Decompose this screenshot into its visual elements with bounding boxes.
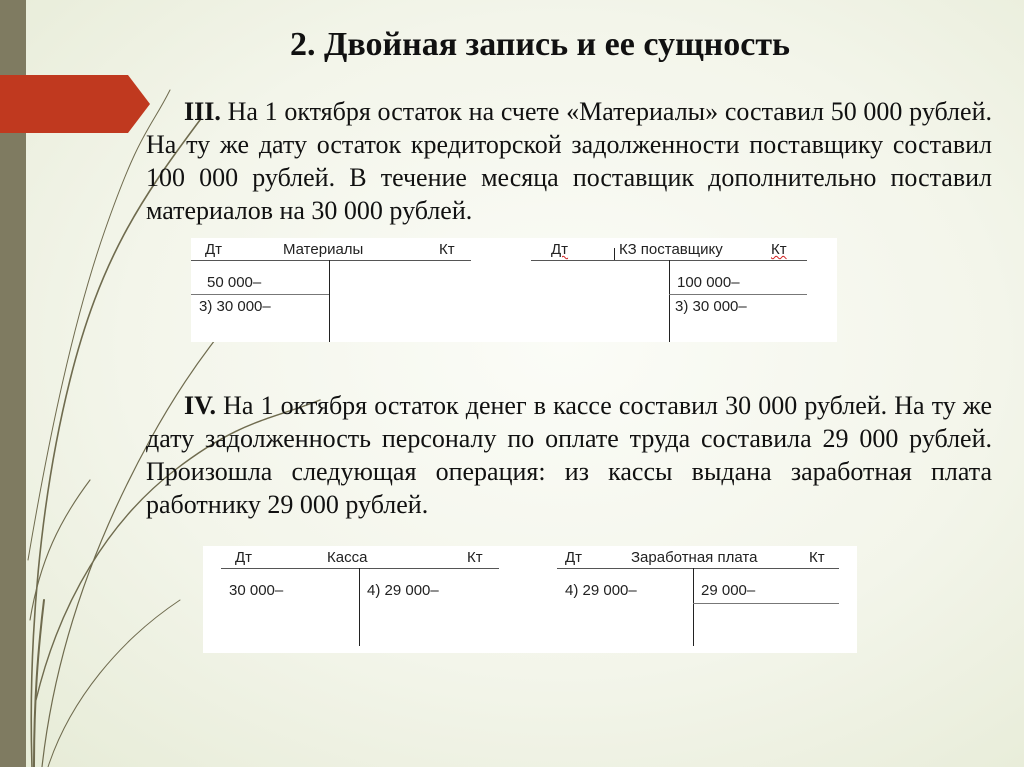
credit-label: Кт — [809, 549, 825, 566]
debit-label: Дт — [235, 549, 253, 566]
t-account-cash — [221, 546, 499, 653]
task-3-paragraph — [146, 95, 992, 227]
t-account-subline — [191, 294, 329, 295]
t-account-subline — [693, 603, 839, 604]
credit-label: Кт — [467, 549, 483, 566]
t-account-divider — [329, 260, 330, 342]
t-account-header — [191, 238, 471, 261]
t-account-divider — [669, 260, 670, 342]
t-account-supplier — [531, 238, 807, 342]
task-4-text: На 1 октября остаток денег в кассе составил 30 000 рублей. На ту же дату задолженность персоналу по оплате труда составила 29 000 рублей. Произошла следующая операция: из кассы выдана заработная плата работнику 29 000 рублей. — [146, 391, 992, 519]
credit-label: Кт — [439, 241, 455, 258]
t-account-materials — [191, 238, 471, 342]
task-3-number: III. — [184, 97, 221, 126]
debit-label: Дт — [205, 241, 223, 258]
credit-entry-4: 4) 29 000– — [367, 582, 439, 599]
debit-entry-4: 4) 29 000– — [565, 582, 637, 599]
task-4-paragraph — [146, 389, 992, 521]
t-accounts-panel-task3 — [191, 238, 837, 342]
t-account-header — [557, 546, 839, 569]
t-account-divider — [359, 568, 360, 646]
debit-entry-3: 3) 30 000– — [199, 298, 271, 315]
task-3-text: На 1 октября остаток на счете «Материалы» составил 50 000 рублей. На ту же дату остаток кредиторской задолженности поставщику составил 100 000 рублей. В течение месяца поставщик дополнительно поставил материалов на 30 000 рублей. — [146, 97, 992, 225]
credit-entry-opening: 29 000– — [701, 582, 756, 599]
debit-entry-opening: 50 000– — [207, 274, 262, 291]
debit-entry-opening: 30 000– — [229, 582, 284, 599]
account-name: Материалы — [283, 241, 364, 258]
credit-entry-3: 3) 30 000– — [675, 298, 747, 315]
account-name: КЗ поставщику — [619, 241, 723, 258]
t-account-divider — [693, 568, 694, 646]
t-accounts-panel-task4 — [203, 546, 857, 653]
account-name: Заработная плата — [631, 549, 758, 566]
t-account-salary — [557, 546, 839, 653]
debit-label: Дт — [551, 241, 569, 258]
t-account-subline — [669, 294, 807, 295]
slide-title: 2. Двойная запись и ее сущность — [290, 26, 791, 63]
t-account-header — [531, 238, 807, 261]
account-name: Касса — [327, 549, 368, 566]
debit-label: Дт — [565, 549, 583, 566]
task-4-number: IV. — [184, 391, 217, 420]
t-account-header — [221, 546, 499, 569]
credit-entry-opening: 100 000– — [677, 274, 740, 291]
credit-label: Кт — [771, 241, 787, 258]
t-account-header-tick — [614, 248, 615, 260]
